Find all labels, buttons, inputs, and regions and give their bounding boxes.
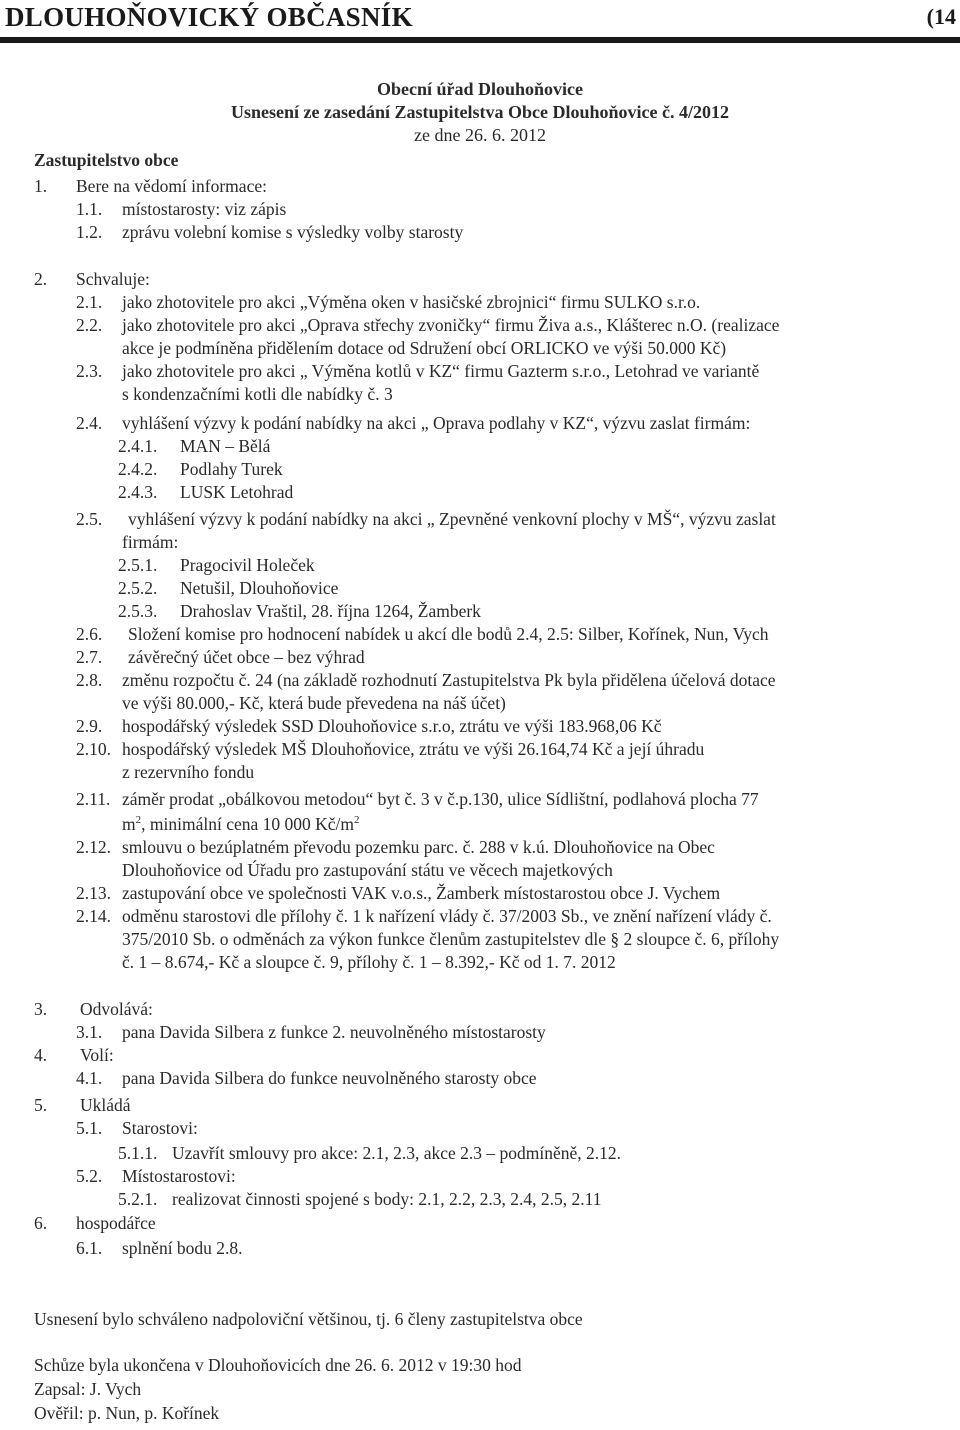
item-text: s kondenzačními kotli dle nabídky č. 3	[122, 384, 393, 404]
resolution-title: Usnesení ze zasedání Zastupitelstva Obce Dlouhoňovice č. 4/2012	[231, 102, 729, 122]
item-text: LUSK Letohrad	[180, 482, 294, 502]
item-text: MAN – Bělá	[180, 436, 271, 456]
item-text: Starostovi:	[122, 1118, 198, 1138]
resolution-date: ze dne 26. 6. 2012	[414, 125, 546, 145]
item-text: pana Davida Silbera do funkce neuvolněného starosty obce	[122, 1068, 537, 1088]
item-text: Drahoslav Vraštil, 28. října 1264, Žamberk	[180, 601, 481, 621]
item-number: 2.10.	[76, 739, 111, 759]
item-number: 2.14.	[76, 906, 111, 926]
item-text: splnění bodu 2.8.	[122, 1238, 243, 1258]
item-number: 6.1.	[76, 1238, 103, 1258]
item-text: pana Davida Silbera z funkce 2. neuvolněného místostarosty	[122, 1022, 546, 1042]
item-number: 1.2.	[76, 222, 103, 242]
item-text: Uzavřít smlouvy pro akce: 2.1, 2.3, akce 2.3 – podmíněně, 2.12.	[172, 1143, 622, 1163]
item-number: 2.11.	[76, 789, 111, 809]
item-number: 2.2.	[76, 315, 103, 335]
item-number: 2.13.	[76, 883, 111, 903]
recorded-by: Zapsal: J. Vych	[34, 1379, 142, 1399]
item-number: 2.4.3.	[118, 482, 158, 502]
item-text: hospodářce	[76, 1213, 156, 1233]
item-number: 4.1.	[76, 1068, 103, 1088]
item-text: 375/2010 Sb. o odměnách za výkon funkce členům zastupitelstev dle § 2 sloupce č. 6, přílohy	[122, 929, 780, 949]
item-number: 2.4.1.	[118, 436, 158, 456]
item-text: ve výši 80.000,- Kč, která bude převedena na náš účet)	[122, 693, 506, 713]
item-text: firmám:	[122, 532, 179, 552]
item-number: 5.2.	[76, 1166, 103, 1186]
item-text: vyhlášení výzvy k podání nabídky na akci „ Oprava podlahy v KZ“, výzvu zaslat firmám:	[122, 413, 751, 433]
item-number: 1.1.	[76, 199, 103, 219]
item-number: 2.12.	[76, 837, 111, 857]
item-text: Složení komise pro hodnocení nabídek u akcí dle bodů 2.4, 2.5: Silber, Kořínek, Nun, Vych	[128, 624, 769, 644]
item-text: Dlouhoňovice od Úřadu pro zastupování státu ve věcech majetkových	[122, 860, 613, 880]
item-text: Místostarostovi:	[122, 1166, 236, 1186]
item-number: 6.	[34, 1213, 48, 1233]
item-number: 3.1.	[76, 1022, 103, 1042]
approval-statement: Usnesení bylo schváleno nadpoloviční většinou, tj. 6 členy zastupitelstva obce	[34, 1309, 583, 1329]
item-number: 2.6.	[76, 624, 103, 644]
item-text: Netušil, Dlouhoňovice	[180, 578, 339, 598]
item-text: Odvolává:	[80, 999, 153, 1019]
item-text: místostarosty: viz zápis	[122, 199, 287, 219]
item-number: 2.8.	[76, 670, 103, 690]
item-number: 2.5.	[76, 509, 103, 529]
item-number: 1.	[34, 176, 48, 196]
item-text: jako zhotovitele pro akci „Oprava střechy zvoničky“ firmu Živa a.s., Klášterec n.O. (realizace	[122, 315, 780, 335]
item-text: odměnu starostovi dle přílohy č. 1 k nařízení vlády č. 37/2003 Sb., ve znění nařízení vlády č.	[122, 906, 772, 926]
page-number: (14	[926, 4, 956, 29]
item-text: hospodářský výsledek SSD Dlouhoňovice s.r.o, ztrátu ve výši 183.968,06 Kč	[122, 716, 662, 736]
item-number: 2.5.2.	[118, 578, 158, 598]
item-text: Volí:	[80, 1045, 114, 1065]
item-number: 5.2.1.	[118, 1189, 158, 1209]
item-text: závěrečný účet obce – bez výhrad	[128, 647, 365, 667]
item-text: $m^2$, minimální cena 10 000 $Kč/m^2$	[122, 814, 360, 834]
item-number: 2.3.	[76, 361, 103, 381]
verified-by: Ověřil: p. Nun, p. Kořínek	[34, 1403, 220, 1423]
item-number: 2.7.	[76, 647, 103, 667]
item-number: 3.	[34, 999, 48, 1019]
item-number: 2.1.	[76, 292, 103, 312]
item-text: Ukládá	[80, 1095, 131, 1115]
item-text: jako zhotovitele pro akci „ Výměna kotlů v KZ“ firmu Gazterm s.r.o., Letohrad ve variantě	[122, 361, 760, 381]
publication-title: DLOUHOŇOVICKÝ OBČASNÍK	[5, 2, 413, 32]
office-name: Obecní úřad Dlouhoňovice	[376, 79, 584, 99]
item-number: 2.5.3.	[118, 601, 158, 621]
council-heading: Zastupitelstvo obce	[34, 150, 179, 170]
item-text: hospodářský výsledek MŠ Dlouhoňovice, ztrátu ve výši 26.164,74 Kč a její úhradu	[122, 739, 705, 759]
item-text: zastupování obce ve společnosti VAK v.o.s., Žamberk místostarostou obce J. Vychem	[122, 883, 721, 903]
item-text: Podlahy Turek	[180, 459, 283, 479]
item-text: č. 1 – 8.674,- Kč a sloupce č. 9, přílohy č. 1 – 8.392,- Kč od 1. 7. 2012	[122, 952, 616, 972]
closing-statement: Schůze byla ukončena v Dlouhoňovicích dne 26. 6. 2012 v 19:30 hod	[34, 1355, 522, 1375]
item-number: 2.9.	[76, 716, 103, 736]
item-text: zprávu volební komise s výsledky volby starosty	[122, 222, 464, 242]
item-number: 5.	[34, 1095, 48, 1115]
item-number: 2.	[34, 269, 48, 289]
item-text: akce je podmíněna přidělením dotace od Sdružení obcí ORLICKO ve výši 50.000 Kč)	[122, 338, 727, 358]
item-number: 2.5.1.	[118, 555, 158, 575]
item-text: Bere na vědomí informace:	[76, 176, 267, 196]
item-text: změnu rozpočtu č. 24 (na základě rozhodnutí Zastupitelstva Pk byla přidělena účelová dotace	[122, 670, 776, 690]
item-text: realizovat činnosti spojené s body: 2.1, 2.2, 2.3, 2.4, 2.5, 2.11	[172, 1189, 602, 1209]
item-text: smlouvu o bezúplatném převodu pozemku parc. č. 288 v k.ú. Dlouhoňovice na Obec	[122, 837, 715, 857]
item-number: 4.	[34, 1045, 48, 1065]
item-number: 2.4.2.	[118, 459, 158, 479]
item-text: jako zhotovitele pro akci „Výměna oken v hasičské zbrojnici“ firmu SULKO s.r.o.	[122, 292, 701, 312]
item-number: 5.1.1.	[118, 1143, 158, 1163]
item-number: 5.1.	[76, 1118, 103, 1138]
item-text: vyhlášení výzvy k podání nabídky na akci „ Zpevněné venkovní plochy v MŠ“, výzvu zaslat	[128, 509, 776, 529]
item-text: záměr prodat „obálkovou metodou“ byt č. 3 v č.p.130, ulice Sídlištní, podlahová plocha 77	[122, 789, 759, 809]
item-text: Schvaluje:	[76, 269, 150, 289]
item-text: Pragocivil Holeček	[180, 555, 315, 575]
item-text: z rezervního fondu	[122, 762, 255, 782]
item-number: 2.4.	[76, 413, 103, 433]
